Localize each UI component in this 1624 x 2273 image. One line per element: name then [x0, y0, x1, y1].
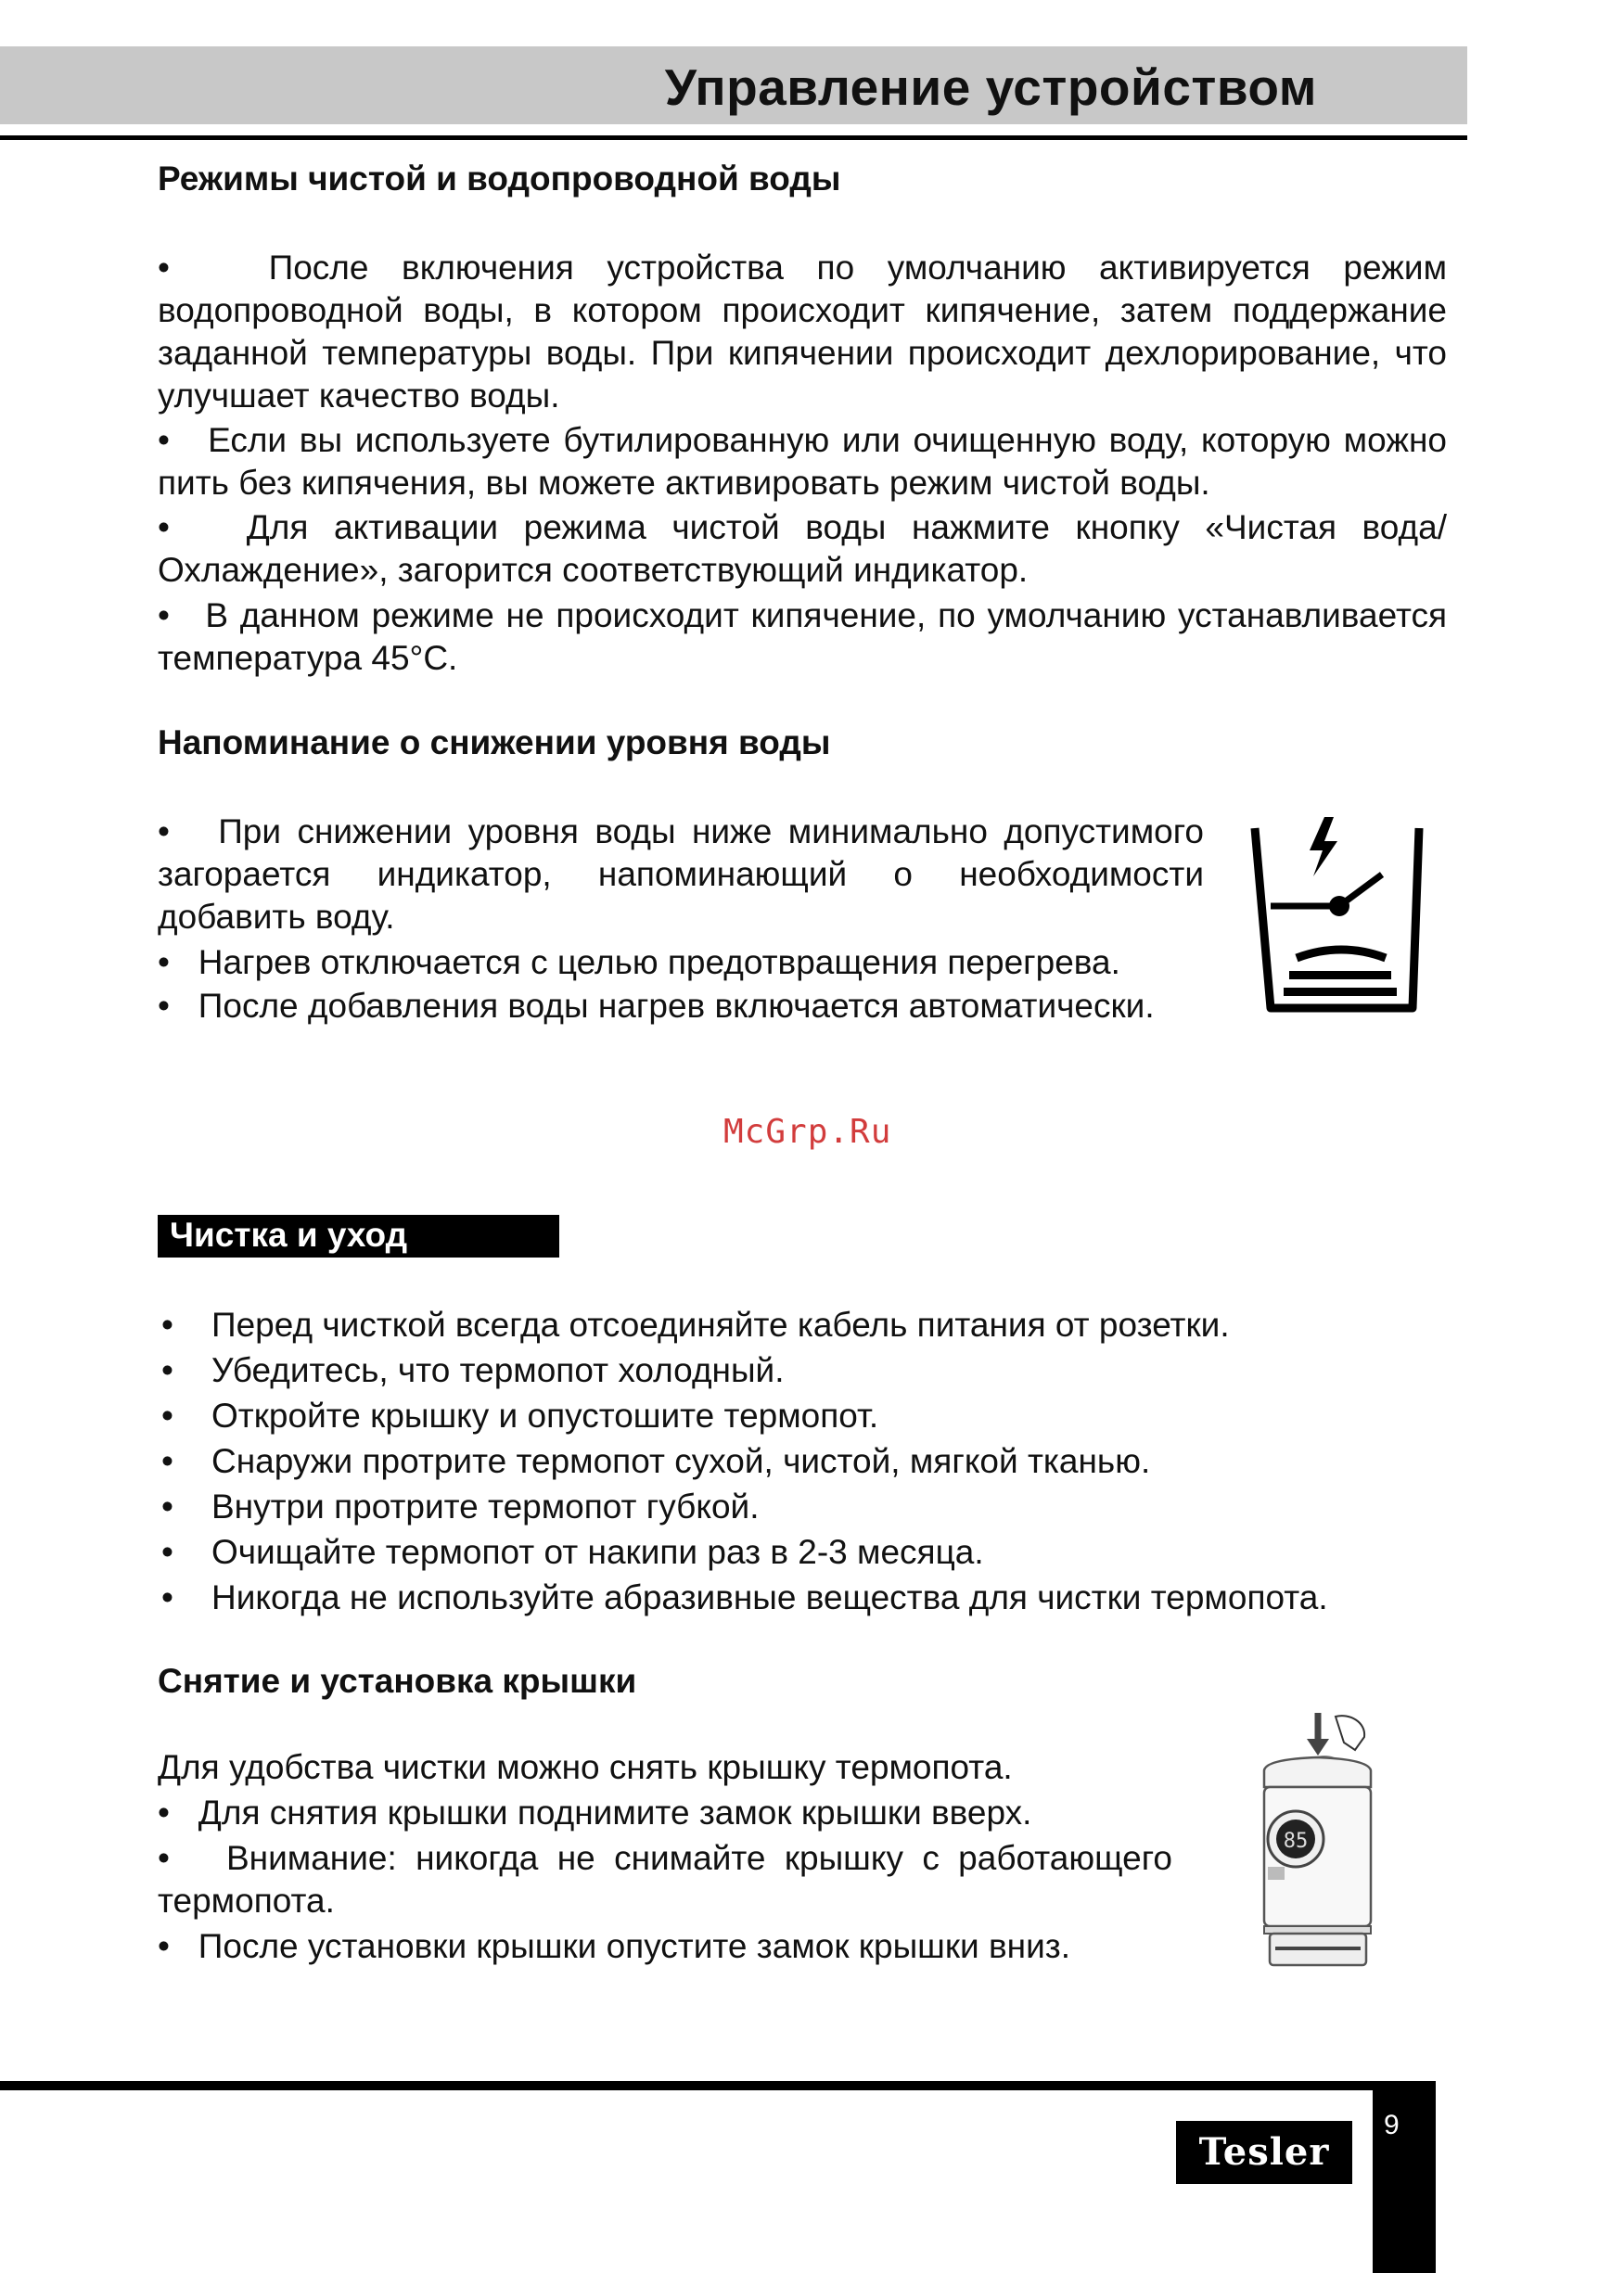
list-item: • Убедитесь, что термопот холодный.: [158, 1347, 1328, 1393]
low-water-bullet-3: • После добавления воды нагрев включается автоматически.: [158, 987, 1155, 1025]
page-number: 9: [1384, 2110, 1400, 2140]
lid-bullet-3: • После установки крышки опустите замок крышки вниз.: [158, 1927, 1070, 1965]
section-header-cleaning: [158, 1215, 559, 1258]
cleaning-list: [158, 1302, 1328, 1620]
low-water-bullet-2: • Нагрев отключается с целью предотвращения перегрева.: [158, 943, 1120, 981]
display-value: 85: [1283, 1830, 1309, 1853]
list-item: • Снаружи протрите термопот сухой, чистой, мягкой тканью.: [158, 1438, 1328, 1484]
watermark: McGrp.Ru: [723, 1113, 892, 1151]
section-title-low-water: Напоминание о снижении уровня воды: [158, 723, 831, 761]
low-water-bullet-1: • При снижении уровня воды ниже минимально допустимого загорается индикатор, напоминающий о необходимости добавить воду.: [158, 812, 1204, 936]
header-divider: [0, 135, 1467, 140]
modes-bullet-1: • После включения устройства по умолчанию активируется режим водопроводной воды, в котором происходит кипячение, затем поддержание заданной температуры воды. При кипячении происходит дехлорирование, что улучшает качество воды.: [158, 249, 1447, 415]
thermopot-lid-icon: [1247, 1709, 1387, 1978]
brand-name: Tesler: [1198, 2130, 1330, 2174]
modes-bullet-3: • Для активации режима чистой воды нажмите кнопку «Чистая вода/Охлаждение», загорится соответствующий индикатор.: [158, 508, 1448, 589]
list-item: • Откройте крышку и опустошите термопот.: [158, 1393, 1328, 1438]
section-title-lid: Снятие и установка крышки: [158, 1662, 637, 1700]
list-item: • Никогда не используйте абразивные вещества для чистки термопота.: [158, 1575, 1328, 1620]
low-water-indicator-icon: [1243, 802, 1428, 1015]
lid-bullet-1: • Для снятия крышки поднимите замок крышки вверх.: [158, 1794, 1032, 1832]
list-item: • Перед чисткой всегда отсоединяйте кабель питания от розетки.: [158, 1302, 1328, 1347]
footer-divider: [0, 2081, 1436, 2090]
page-tab: [1373, 2081, 1436, 2273]
section-title-modes: Режимы чистой и водопроводной воды: [158, 160, 841, 198]
modes-bullet-2: • Если вы используете бутилированную или очищенную воду, которую можно пить без кипячения, вы можете активировать режим чистой воды.: [158, 421, 1447, 502]
brand-logo: [1176, 2121, 1352, 2184]
lid-intro: Для удобства чистки можно снять крышку термопота.: [158, 1748, 1013, 1786]
section-title-cleaning: Чистка и уход: [170, 1216, 408, 1254]
list-item: • Внутри протрите термопот губкой.: [158, 1484, 1328, 1529]
page-title: Управление устройством: [664, 58, 1317, 116]
lid-bullet-2: • Внимание: никогда не снимайте крышку с работающего термопота.: [158, 1839, 1172, 1920]
modes-bullet-4: • В данном режиме не происходит кипячение, по умолчанию устанавливается температура 45°С.: [158, 596, 1448, 677]
list-item: • Очищайте термопот от накипи раз в 2-3 месяца.: [158, 1529, 1328, 1575]
